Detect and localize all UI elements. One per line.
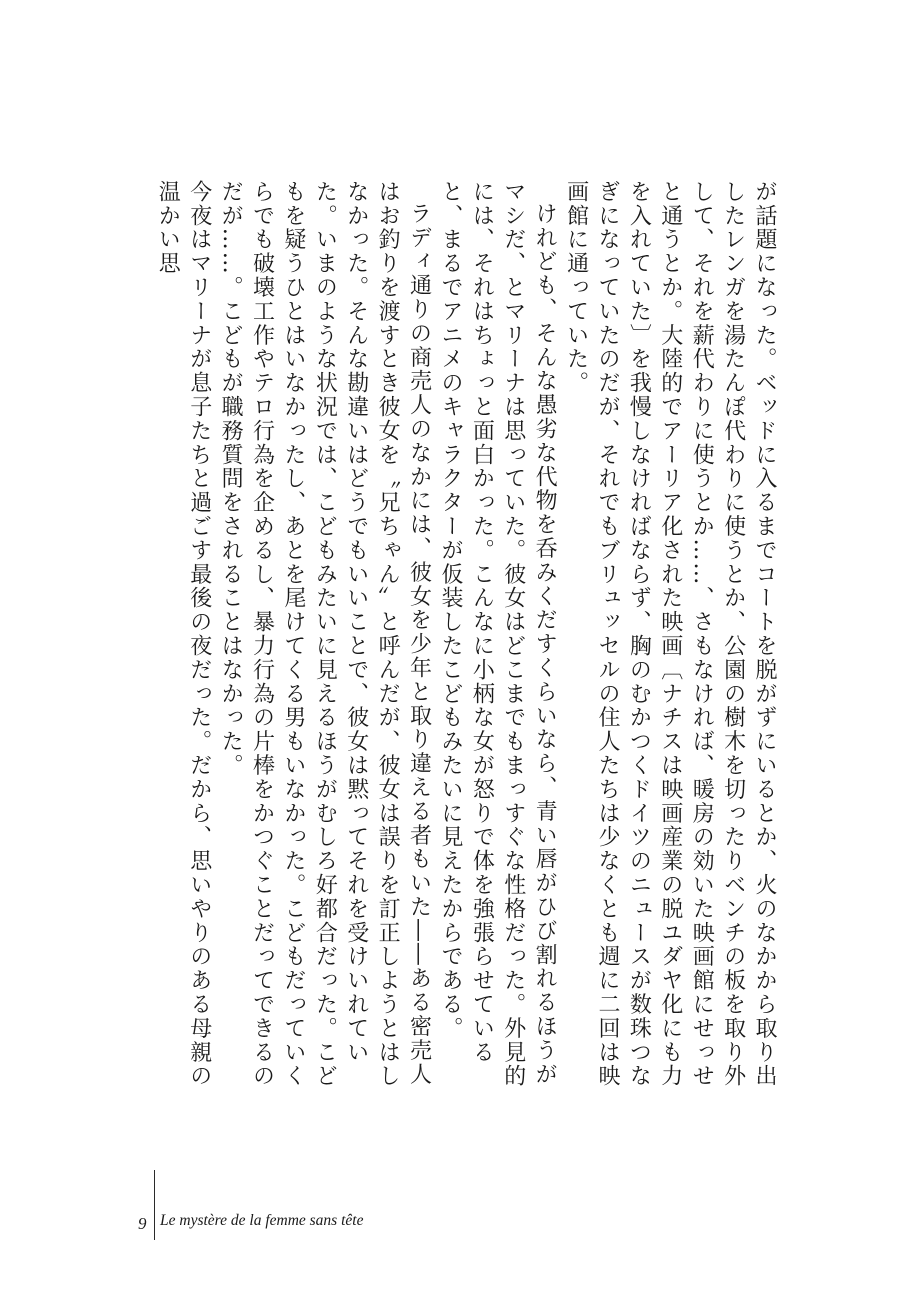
page-number: 9	[138, 1214, 147, 1233]
paragraph-3: ラディ通りの商売人のなかには、彼女を少年と取り違える者もいた――ある密売人はお釣りを渡すとき彼女を〝兄ちゃん〟と呼んだが、彼女は誤りを訂正しようとはしなかった。そんな勘違いはどうでもいいことで、彼女は黙ってそれを受けいれていた。いまのような状況では、こどもみたいに見えるほうがむしろ好都合だった。こどもを疑うひとはいなかったし、あとを尾けてくる男もいなかった。こどもだっていくらでも破壊工作やテロ行為を企めるし、暴力行為の片棒をかつぐことだってできるのだが……。こどもが職務質問をされることはなかった。	[218, 180, 432, 1089]
paragraph-2: けれども、そんな愚劣な代物を呑みくだすくらいなら、青い唇がひび割れるほうがマシだ、とマリーナは思っていた。彼女はどこまでもまっすぐな性格だった。外見的には、それはちょっと面白かった。こんなに小柄な女が怒りで体を強張らせていると、まるでアニメのキャラクターが仮装したこどもみたいに見えたからである。	[437, 180, 558, 1089]
paragraph-4: 今夜はマリーナが息子たちと過ごす最後の夜だった。だから、思いやりのある母親の温かい思	[155, 180, 212, 1089]
footer-divider	[154, 1170, 155, 1240]
page-footer	[128, 1170, 388, 1240]
body-text	[80, 180, 780, 1110]
paragraph-1: が話題になった。ベッドに入るまでコートを脱がずにいるとか、火のなかから取り出したレンガを湯たんぽ代わりに使うとか、公園の樹木を切ったりベンチの板を取り外して、それを薪代わりに使うとか……、さもなければ、暖房の効いた映画館にせっせと通うとか。大陸的でアーリア化された映画〔ナチスは映画産業の脱ユダヤ化にも力を入れていた〕を我慢しなければならず、胸のむかつくドイツのニュースが数珠つなぎになっていたのだが、それでもブリュッセルの住人たちは少なくとも週に二回は映画館に通っていた。	[563, 180, 777, 1089]
running-title: Le mystère de la femme sans tête	[160, 1212, 364, 1229]
